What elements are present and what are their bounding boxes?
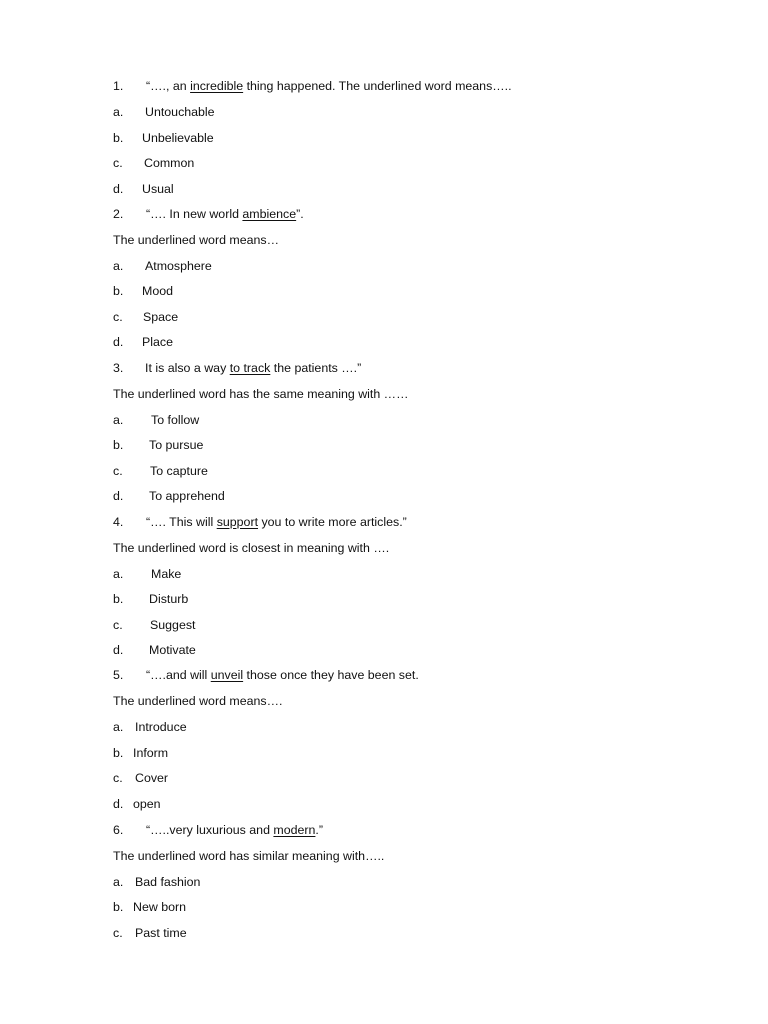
question-stem: The underlined word is closest in meaning with …. (113, 541, 390, 555)
question-text: “…. This will support you to write more articles.” (146, 515, 407, 529)
underlined-word: incredible (190, 79, 244, 93)
underlined-word: to track (229, 361, 271, 375)
question-number: 2. (113, 207, 124, 221)
question-number: 5. (113, 668, 124, 682)
question-text: “…..very luxurious and modern.” (146, 823, 323, 837)
question-stem: The underlined word has the same meaning with …… (113, 387, 409, 401)
question-text: It is also a way to track the patients ….” (145, 361, 362, 375)
question-number: 3. (113, 361, 124, 375)
underlined-word: modern (273, 823, 316, 837)
question-text: “….and will unveil those once they have been set. (146, 668, 419, 682)
question-stem: The underlined word has similar meaning with….. (113, 849, 385, 863)
document-page: 1. “…., an incredible thing happened. The underlined word means….. a. Untouchable b. Unbelievable c. Common d. Usual 2. “…. In new world ambience”. The underlined word means… a. Atmosphere b. Mood c. Space d. Place 3. It is also a way to track the patients ….” The underlined word has the same meaning with …… a. To follow b. To pursue c. To capture d. To apprehend 4. “…. This will support you to write more articles.” The underlined word is closest in meaning with …. a. Make b. Disturb c. Suggest d. Motivate 5. “….and will unveil those once they have been set. The underlined word means…. a. Introduce b. Inform c. Cover d. open 6. “…..very luxurious and modern.” The underlined word has similar meaning with….. a. Bad fashion b. New born c. Past time (113, 79, 512, 940)
question-text: “…., an incredible thing happened. The underlined word means….. (146, 79, 512, 93)
underlined-word: support (216, 515, 259, 529)
question-stem: The underlined word means… (113, 233, 279, 247)
question-stem: The underlined word means…. (113, 694, 283, 708)
question-number: 1. (113, 79, 124, 93)
underlined-word: ambience (242, 207, 297, 221)
question-text: “…. In new world ambience”. (146, 207, 304, 221)
question-number: 4. (113, 515, 124, 529)
underlined-word: unveil (210, 668, 244, 682)
question-number: 6. (113, 823, 124, 837)
